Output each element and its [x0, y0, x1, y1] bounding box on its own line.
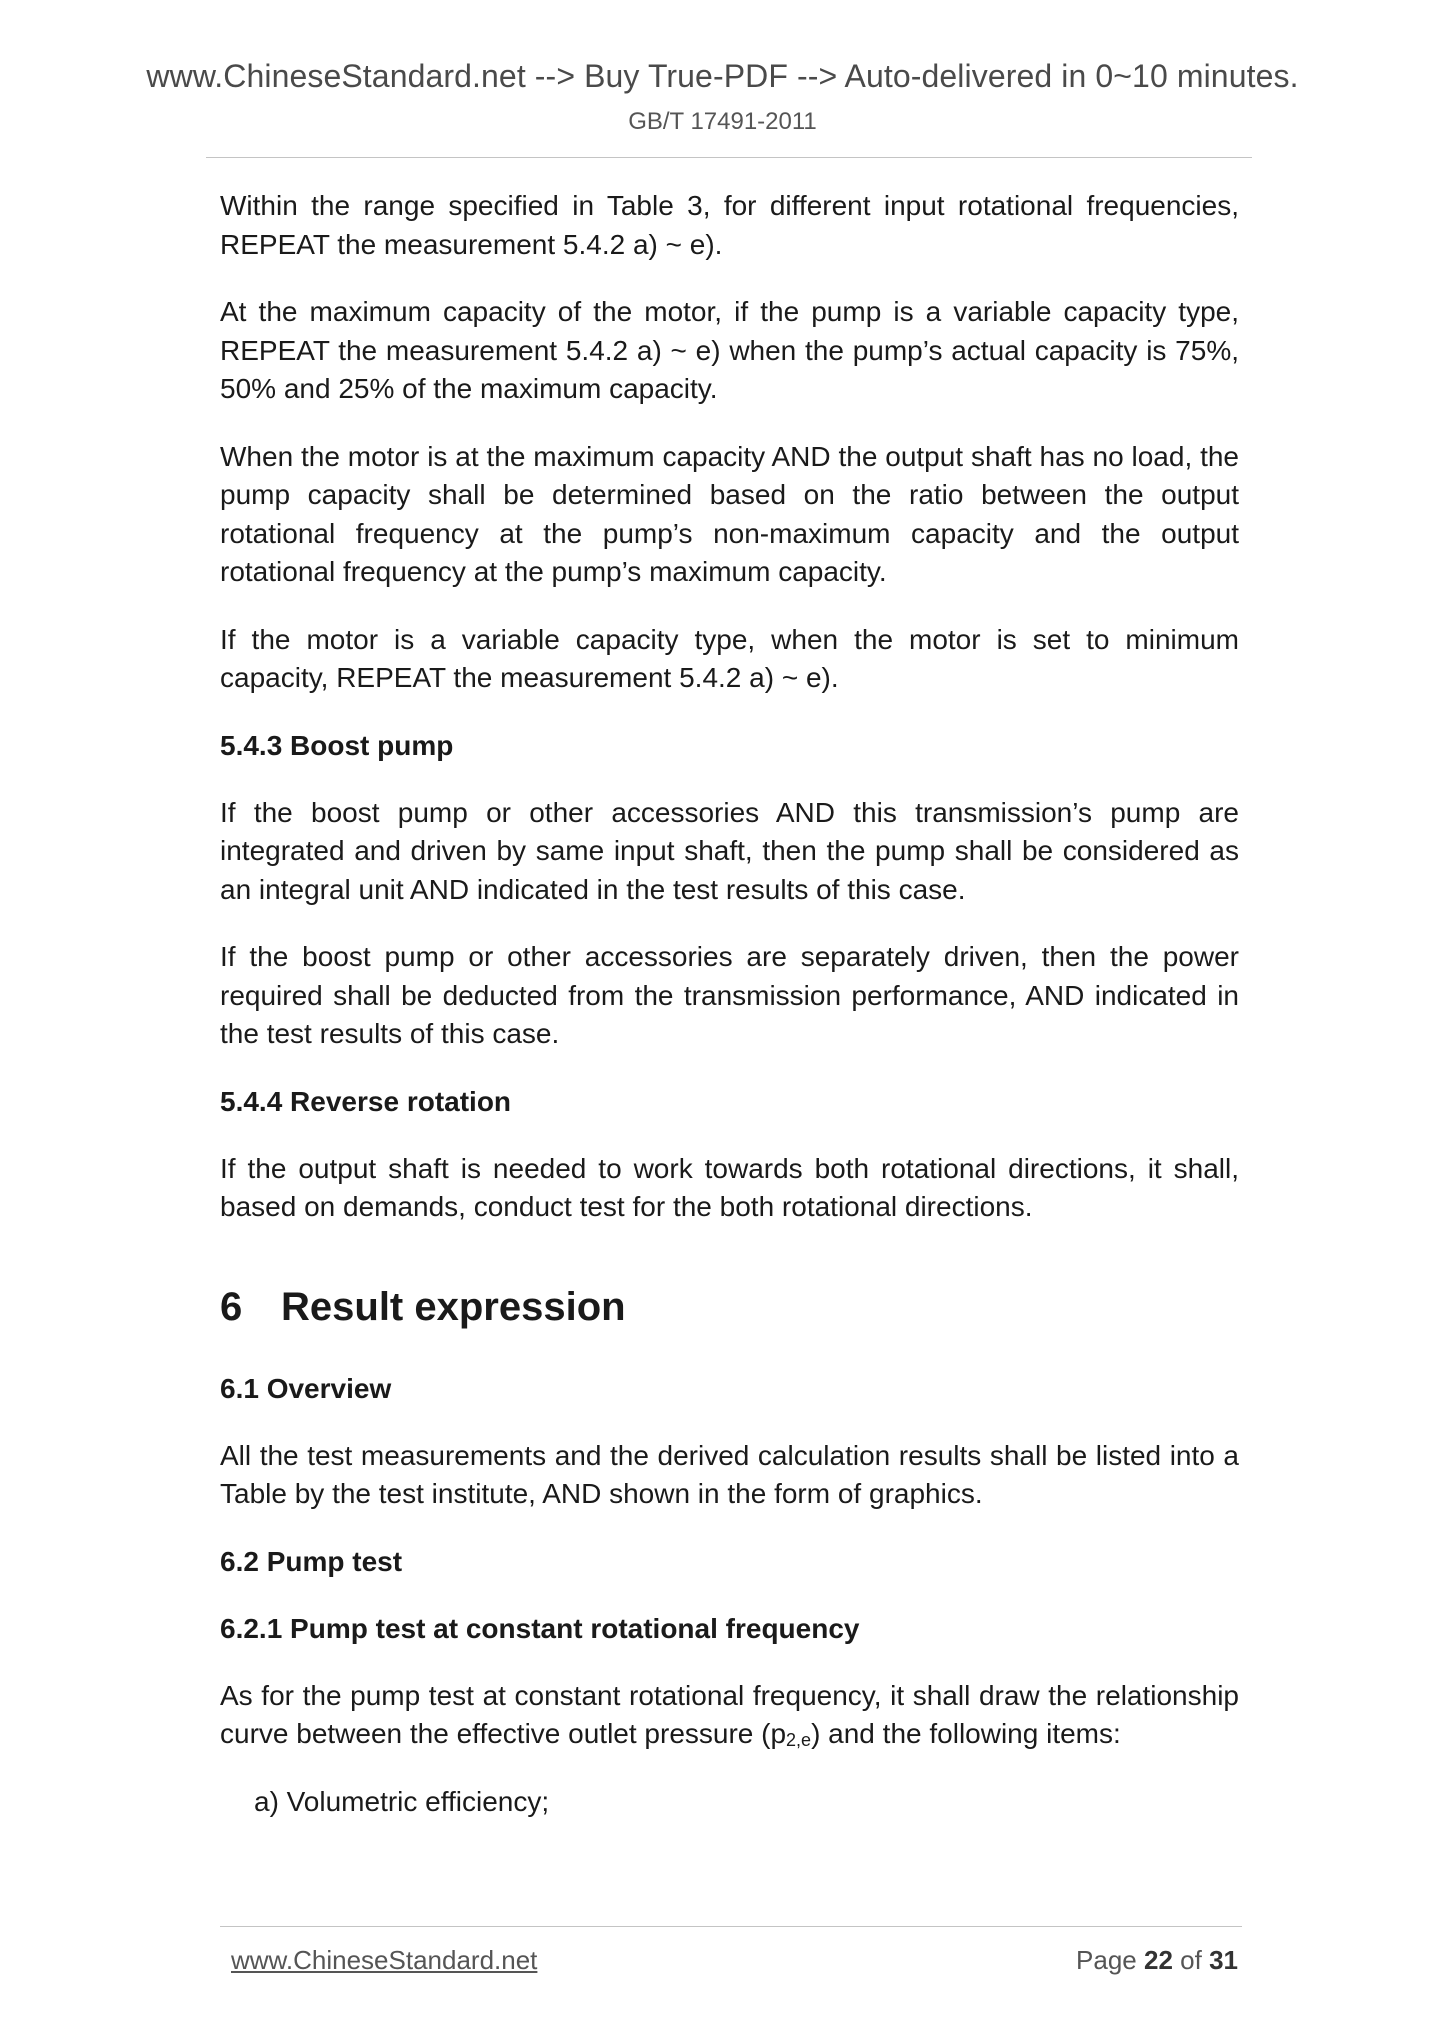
- page-indicator: [1076, 1945, 1238, 1976]
- of-label: of: [1180, 1945, 1202, 1975]
- paragraph: If the output shaft is needed to work towards both rotational directions, it shall, based on demands, conduct test for the both rotational directions.: [220, 1152, 1239, 1222]
- section-heading-6-2-1: 6.2.1 Pump test at constant rotational frequency: [220, 1612, 860, 1644]
- page-total: 31: [1209, 1945, 1238, 1975]
- paragraph: If the boost pump or other accessories are separately driven, then the power required shall be deducted from the transmission performance, AND indicated in the test results of this case.: [220, 941, 1239, 1049]
- header-banner: www.ChineseStandard.net --> Buy True-PDF --> Auto-delivered in 0~10 minutes.: [146, 58, 1299, 94]
- pressure-subscript: 2,e: [786, 1730, 812, 1750]
- chapter-heading-6: [220, 1282, 1239, 1332]
- paragraph: All the test measurements and the derived calculation results shall be listed into a Table by the test institute, AND shown in the form of graphics.: [220, 1439, 1239, 1509]
- paragraph-text: ) and the following items:: [811, 1718, 1121, 1749]
- section-heading-5-4-4: 5.4.4 Reverse rotation: [220, 1085, 512, 1117]
- page-number: 22: [1144, 1945, 1173, 1975]
- chapter-title: Result expression: [281, 1284, 626, 1329]
- standard-number: GB/T 17491-2011: [628, 108, 817, 135]
- list-item: a) Volumetric efficiency;: [254, 1785, 550, 1817]
- footer-divider: [220, 1926, 1242, 1927]
- page-label: Page: [1076, 1945, 1137, 1975]
- paragraph: Within the range specified in Table 3, for different input rotational frequencies, REPEAT the measurement 5.4.2 a) ~ e).: [220, 190, 1239, 260]
- paragraph-text: As for the pump test at constant rotational frequency, it shall draw the relationship curve between the effective outlet pressure (p: [220, 1679, 1239, 1749]
- section-heading-6-1: 6.1 Overview: [220, 1372, 392, 1404]
- chapter-number: 6: [220, 1284, 243, 1329]
- paragraph: [220, 1677, 1239, 1754]
- header-divider: [206, 157, 1252, 158]
- paragraph: When the motor is at the maximum capacity AND the output shaft has no load, the pump capacity shall be determined based on the ratio between the output rotational frequency at the pump’s non-maximum capacity and the output rotational frequency at the pump’s maximum capacity.: [220, 440, 1239, 587]
- paragraph: At the maximum capacity of the motor, if the pump is a variable capacity type, REPEAT the measurement 5.4.2 a) ~ e) when the pump’s actual capacity is 75%, 50% and 25% of the maximum capacity.: [220, 296, 1239, 404]
- document-body: [220, 187, 1239, 1821]
- section-heading-6-2: 6.2 Pump test: [220, 1545, 403, 1577]
- section-heading-5-4-3: 5.4.3 Boost pump: [220, 729, 454, 761]
- footer-site-link[interactable]: www.ChineseStandard.net: [231, 1945, 538, 1975]
- paragraph: If the boost pump or other accessories AND this transmission’s pump are integrated and driven by same input shaft, then the pump shall be considered as an integral unit AND indicated in the test results of this case.: [220, 796, 1239, 905]
- paragraph: If the motor is a variable capacity type, when the motor is set to minimum capacity, REPEAT the measurement 5.4.2 a) ~ e).: [220, 623, 1239, 693]
